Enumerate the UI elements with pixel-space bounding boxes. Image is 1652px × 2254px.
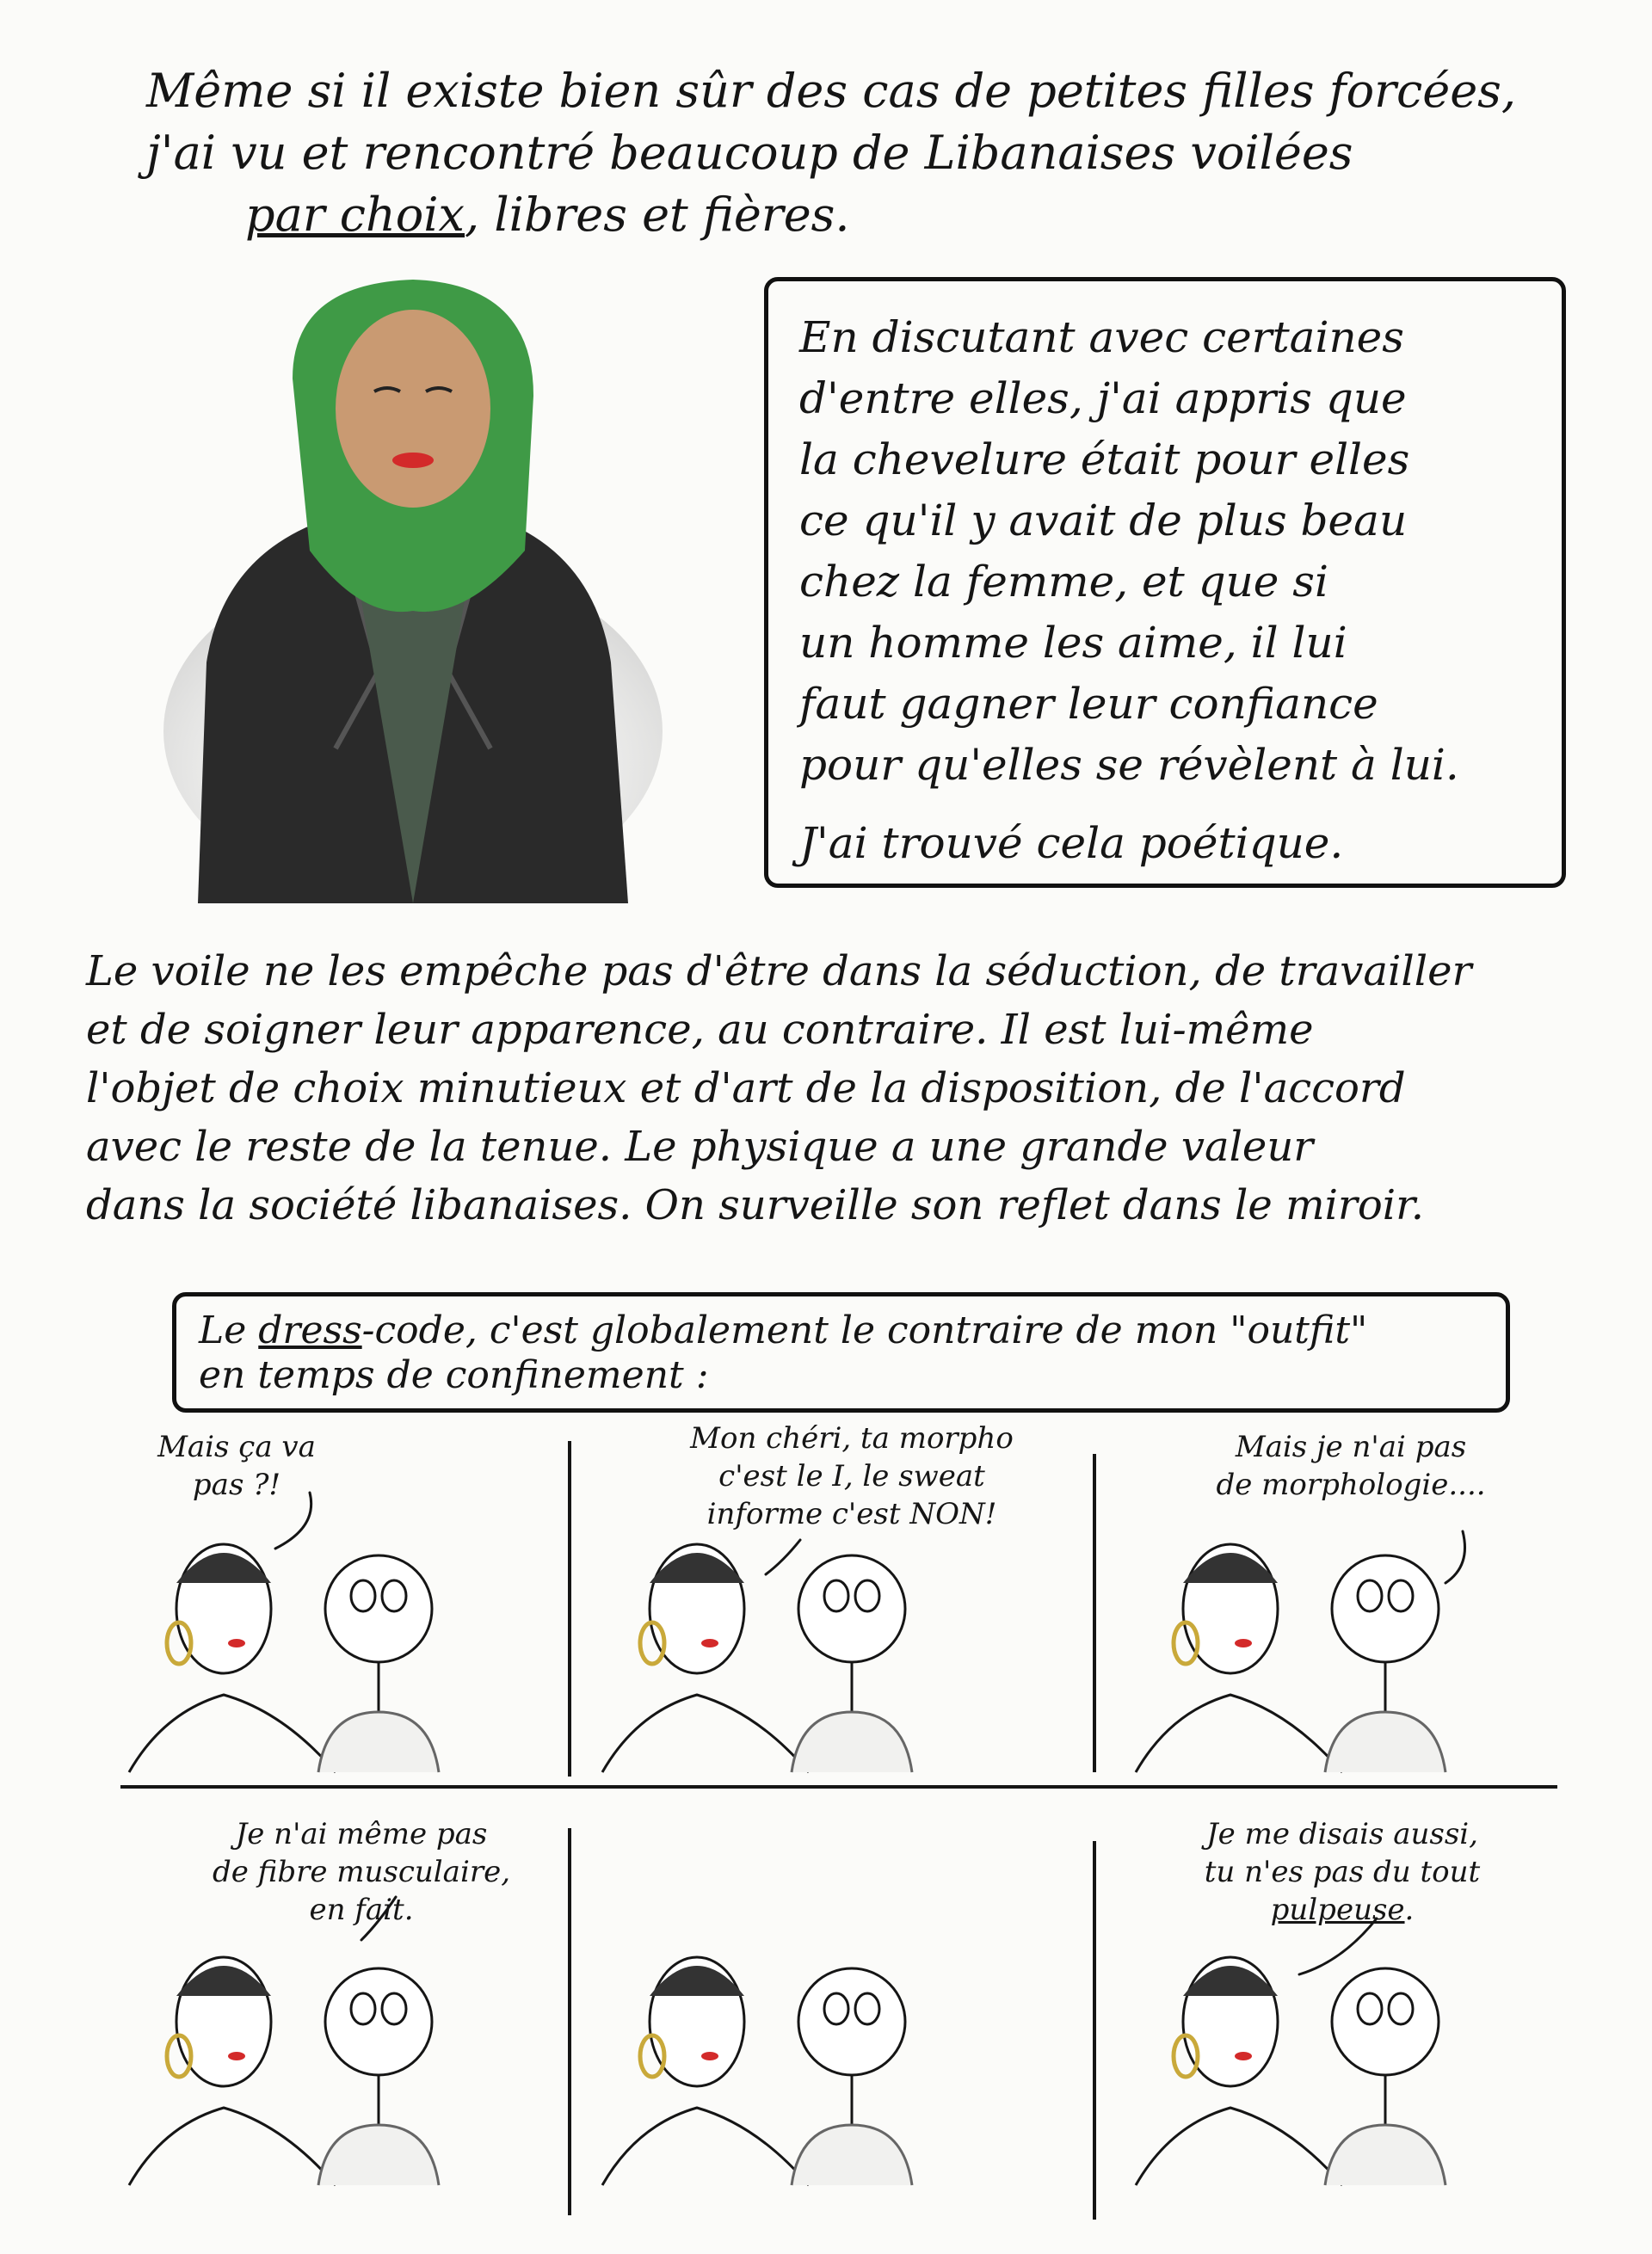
friend-head	[1332, 1555, 1439, 1662]
dress-prefix: Le	[199, 1309, 259, 1352]
speech-bubble-panel-2: Mon chéri, ta morpho c'est le I, le sweat informe c'est NON!	[690, 1421, 1014, 1531]
friend-head	[1332, 1968, 1439, 2075]
intro-emphasis: par choix	[245, 188, 465, 242]
friend-head	[325, 1555, 432, 1662]
woman-shoulders	[129, 2108, 336, 2185]
friend-sweater	[792, 2125, 912, 2185]
paragraph-line: avec le reste de la tenue. Le physique a une grande valeur	[86, 1123, 1314, 1171]
quote-line: pour qu'elles se révèlent à lui.	[799, 740, 1459, 790]
quote-line: un homme les aime, il lui	[799, 618, 1347, 668]
intro-line-3: , libres et fières.	[465, 188, 850, 242]
quote-line: faut gagner leur confiance	[799, 679, 1378, 729]
friend-sweater	[318, 2125, 439, 2185]
woman-hair	[176, 1966, 271, 1996]
woman-hair	[650, 1553, 744, 1583]
paragraph-line: Le voile ne les empêche pas d'être dans la séduction, de travailler	[86, 947, 1472, 995]
speech-bubble-panel-1: Mais ça va pas ?!	[157, 1430, 316, 1502]
quote-line: En discutant avec certaines	[799, 312, 1404, 362]
quote-line: la chevelure était pour elles	[799, 434, 1410, 484]
friend-sweater	[318, 1712, 439, 1772]
dress-line-2: en temps de confinement :	[199, 1353, 709, 1397]
woman-lips	[1235, 1639, 1252, 1647]
woman-shoulders	[1136, 2108, 1342, 2185]
quote-line: d'entre elles, j'ai appris que	[799, 373, 1407, 423]
speech-bubble-panel-6: Je me disais aussi, tu n'es pas du tout pulpeuse.	[1204, 1817, 1481, 1927]
intro-line-1: Même si il existe bien sûr des cas de petites filles forcées,	[146, 64, 1517, 118]
intro-line-2: j'ai vu et rencontré beaucoup de Libanaises voilées	[146, 126, 1353, 180]
woman-lips	[1235, 2052, 1252, 2060]
friend-sweater	[1325, 1712, 1446, 1772]
woman-shoulders	[602, 2108, 809, 2185]
woman-hair	[1183, 1966, 1278, 1996]
woman-hair	[1183, 1553, 1278, 1583]
quote-line: ce qu'il y avait de plus beau	[799, 496, 1408, 545]
woman-hair	[650, 1966, 744, 1996]
friend-sweater	[1325, 2125, 1446, 2185]
panel-figures	[129, 1544, 1446, 2185]
woman-lips	[701, 1639, 718, 1647]
friend-sweater	[792, 1712, 912, 1772]
friend-head	[325, 1968, 432, 2075]
woman-lips	[228, 1639, 245, 1647]
speech-bubble-panel-4: Je n'ai même pas de fibre musculaire, en fait.	[212, 1817, 511, 1927]
quote-closing: J'ai trouvé cela poétique.	[799, 818, 1344, 868]
dress-emphasis: dress	[258, 1309, 362, 1352]
quote-line: chez la femme, et que si	[799, 557, 1328, 607]
dress-line-1: -code, c'est globalement le contraire de mon "outfit"	[361, 1309, 1368, 1352]
woman-shoulders	[1136, 1695, 1342, 1772]
friend-head	[798, 1555, 905, 1662]
friend-head	[798, 1968, 905, 2075]
paragraph-line: dans la société libanaises. On surveille son reflet dans le miroir.	[86, 1181, 1425, 1229]
speech-bubble-panel-3: Mais je n'ai pas de morphologie....	[1216, 1430, 1486, 1502]
paragraph-line: l'objet de choix minutieux et d'art de la disposition, de l'accord	[86, 1064, 1406, 1112]
paragraph-line: et de soigner leur apparence, au contraire. Il est lui-même	[86, 1006, 1314, 1054]
woman-lips	[228, 2052, 245, 2060]
woman-shoulders	[602, 1695, 809, 1772]
woman-lips	[701, 2052, 718, 2060]
woman-shoulders	[129, 1695, 336, 1772]
woman-hair	[176, 1553, 271, 1583]
